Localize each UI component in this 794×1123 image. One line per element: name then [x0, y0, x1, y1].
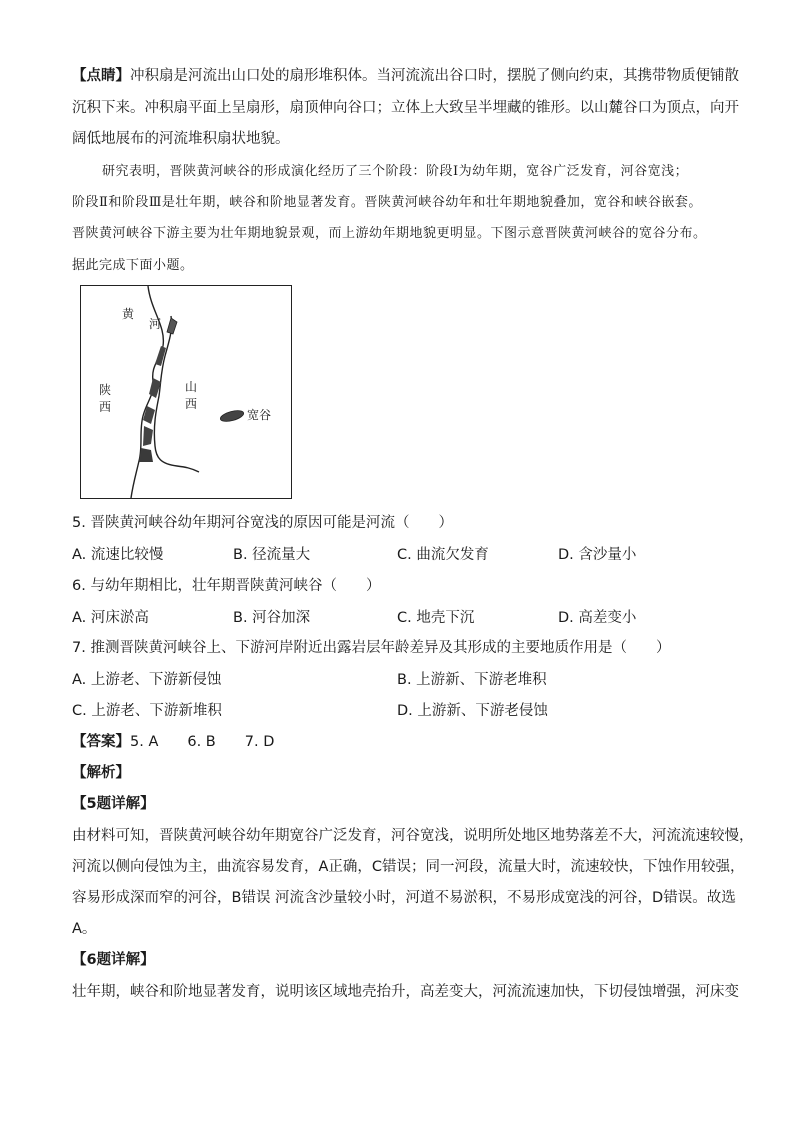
tip-line-3: 阔低地展布的河流堆积扇状地貌。 [72, 131, 290, 147]
tip-line-1 [72, 66, 739, 86]
q5-detail-title: 【5题详解】 [72, 796, 155, 812]
wide-valley-segment [167, 318, 177, 334]
q7-option-b: B. 上游新、下游老堆积 [397, 672, 547, 688]
q6-option-c: C. 地壳下沉 [397, 610, 475, 626]
q6-option-a: A. 河床淤高 [72, 610, 149, 626]
answer-label: 【答案】 [72, 734, 130, 750]
question-5-stem: 5. 晋陕黄河峡谷幼年期河谷宽浅的原因可能是河流（ ） [72, 515, 453, 531]
q6-detail-title: 【6题详解】 [72, 952, 155, 968]
q5-option-a: A. 流速比较慢 [72, 547, 164, 563]
material-line-4: 据此完成下面小题。 [72, 258, 194, 273]
q6-option-b: B. 河谷加深 [233, 610, 311, 626]
shanxi-label-1: 山 [185, 380, 198, 394]
q5-option-c: C. 曲流欠发育 [397, 547, 489, 563]
q7-option-d: D. 上游新、下游老侵蚀 [397, 703, 548, 719]
q5-detail-line-2: 河流以侧向侵蚀为主，曲流容易发育，A正确，C错误；同一河段，流量大时，流速较快，下蚀作用较强， [72, 859, 745, 875]
tip-text-1: 冲积扇是河流出山口处的扇形堆积体。当河流流出谷口时，摆脱了侧向约束，其携带物质便铺散 [130, 68, 739, 84]
q6-option-d: D. 高差变小 [558, 610, 637, 626]
material-line-2: 阶段Ⅱ和阶段Ⅲ是壮年期，峡谷和阶地显著发育。晋陕黄河峡谷幼年和壮年期地貌叠加，宽谷和峡谷嵌套。 [72, 195, 702, 210]
wide-valley-segment [139, 448, 153, 462]
question-6-stem: 6. 与幼年期相比，壮年期晋陕黄河峡谷（ ） [72, 578, 381, 594]
q5-detail-line-1: 由材料可知，晋陕黄河峡谷幼年期宽谷广泛发育，河谷宽浅，说明所处地区地势落差不大，河流流速较慢， [72, 828, 754, 844]
river-label-huang: 黄 [122, 307, 135, 321]
q5-detail-line-4: A。 [72, 921, 97, 937]
tip-label: 【点睛】 [72, 68, 130, 84]
analysis-label: 【解析】 [72, 765, 130, 781]
shaanxi-label-1: 陕 [99, 383, 112, 397]
q7-option-a: A. 上游老、下游新侵蚀 [72, 672, 222, 688]
tip-line-2: 沉积下来。冲积扇平面上呈扇形，扇顶伸向谷口；立体上大致呈半埋藏的锥形。以山麓谷口为顶点，向开 [72, 100, 739, 116]
legend-wide-valley-symbol [219, 409, 245, 424]
wide-valley-segment [143, 426, 153, 446]
material-line-3: 晋陕黄河峡谷下游主要为壮年期地貌景观，而上游幼年期地貌更明显。下图示意晋陕黄河峡谷的宽谷分布。 [72, 226, 707, 241]
q7-option-c: C. 上游老、下游新堆积 [72, 703, 222, 719]
shanxi-label-2: 西 [185, 397, 198, 411]
answer-line [72, 732, 274, 752]
river-label-he: 河 [149, 317, 162, 331]
q5-option-d: D. 含沙量小 [558, 547, 637, 563]
canyon-map-figure [80, 285, 292, 499]
question-7-stem: 7. 推测晋陕黄河峡谷上、下游河岸附近出露岩层年龄差异及其形成的主要地质作用是（ ） [72, 640, 671, 656]
answer-values: 5. A 6. B 7. D [130, 734, 275, 750]
q6-detail-line-1: 壮年期，峡谷和阶地显著发育，说明该区域地壳抬升，高差变大，河流流速加快，下切侵蚀增强，河床变 [72, 984, 739, 1000]
material-line-1: 研究表明，晋陕黄河峡谷的形成演化经历了三个阶段：阶段Ⅰ为幼年期，宽谷广泛发育，河谷宽浅； [102, 164, 689, 179]
q5-detail-line-3: 容易形成深而窄的河谷，B错误 河流含沙量较小时，河道不易淤积，不易形成宽浅的河谷，D错误。故选 [72, 890, 736, 906]
legend-label: 宽谷 [247, 408, 272, 422]
shaanxi-label-2: 西 [99, 400, 112, 414]
q5-option-b: B. 径流量大 [233, 547, 311, 563]
